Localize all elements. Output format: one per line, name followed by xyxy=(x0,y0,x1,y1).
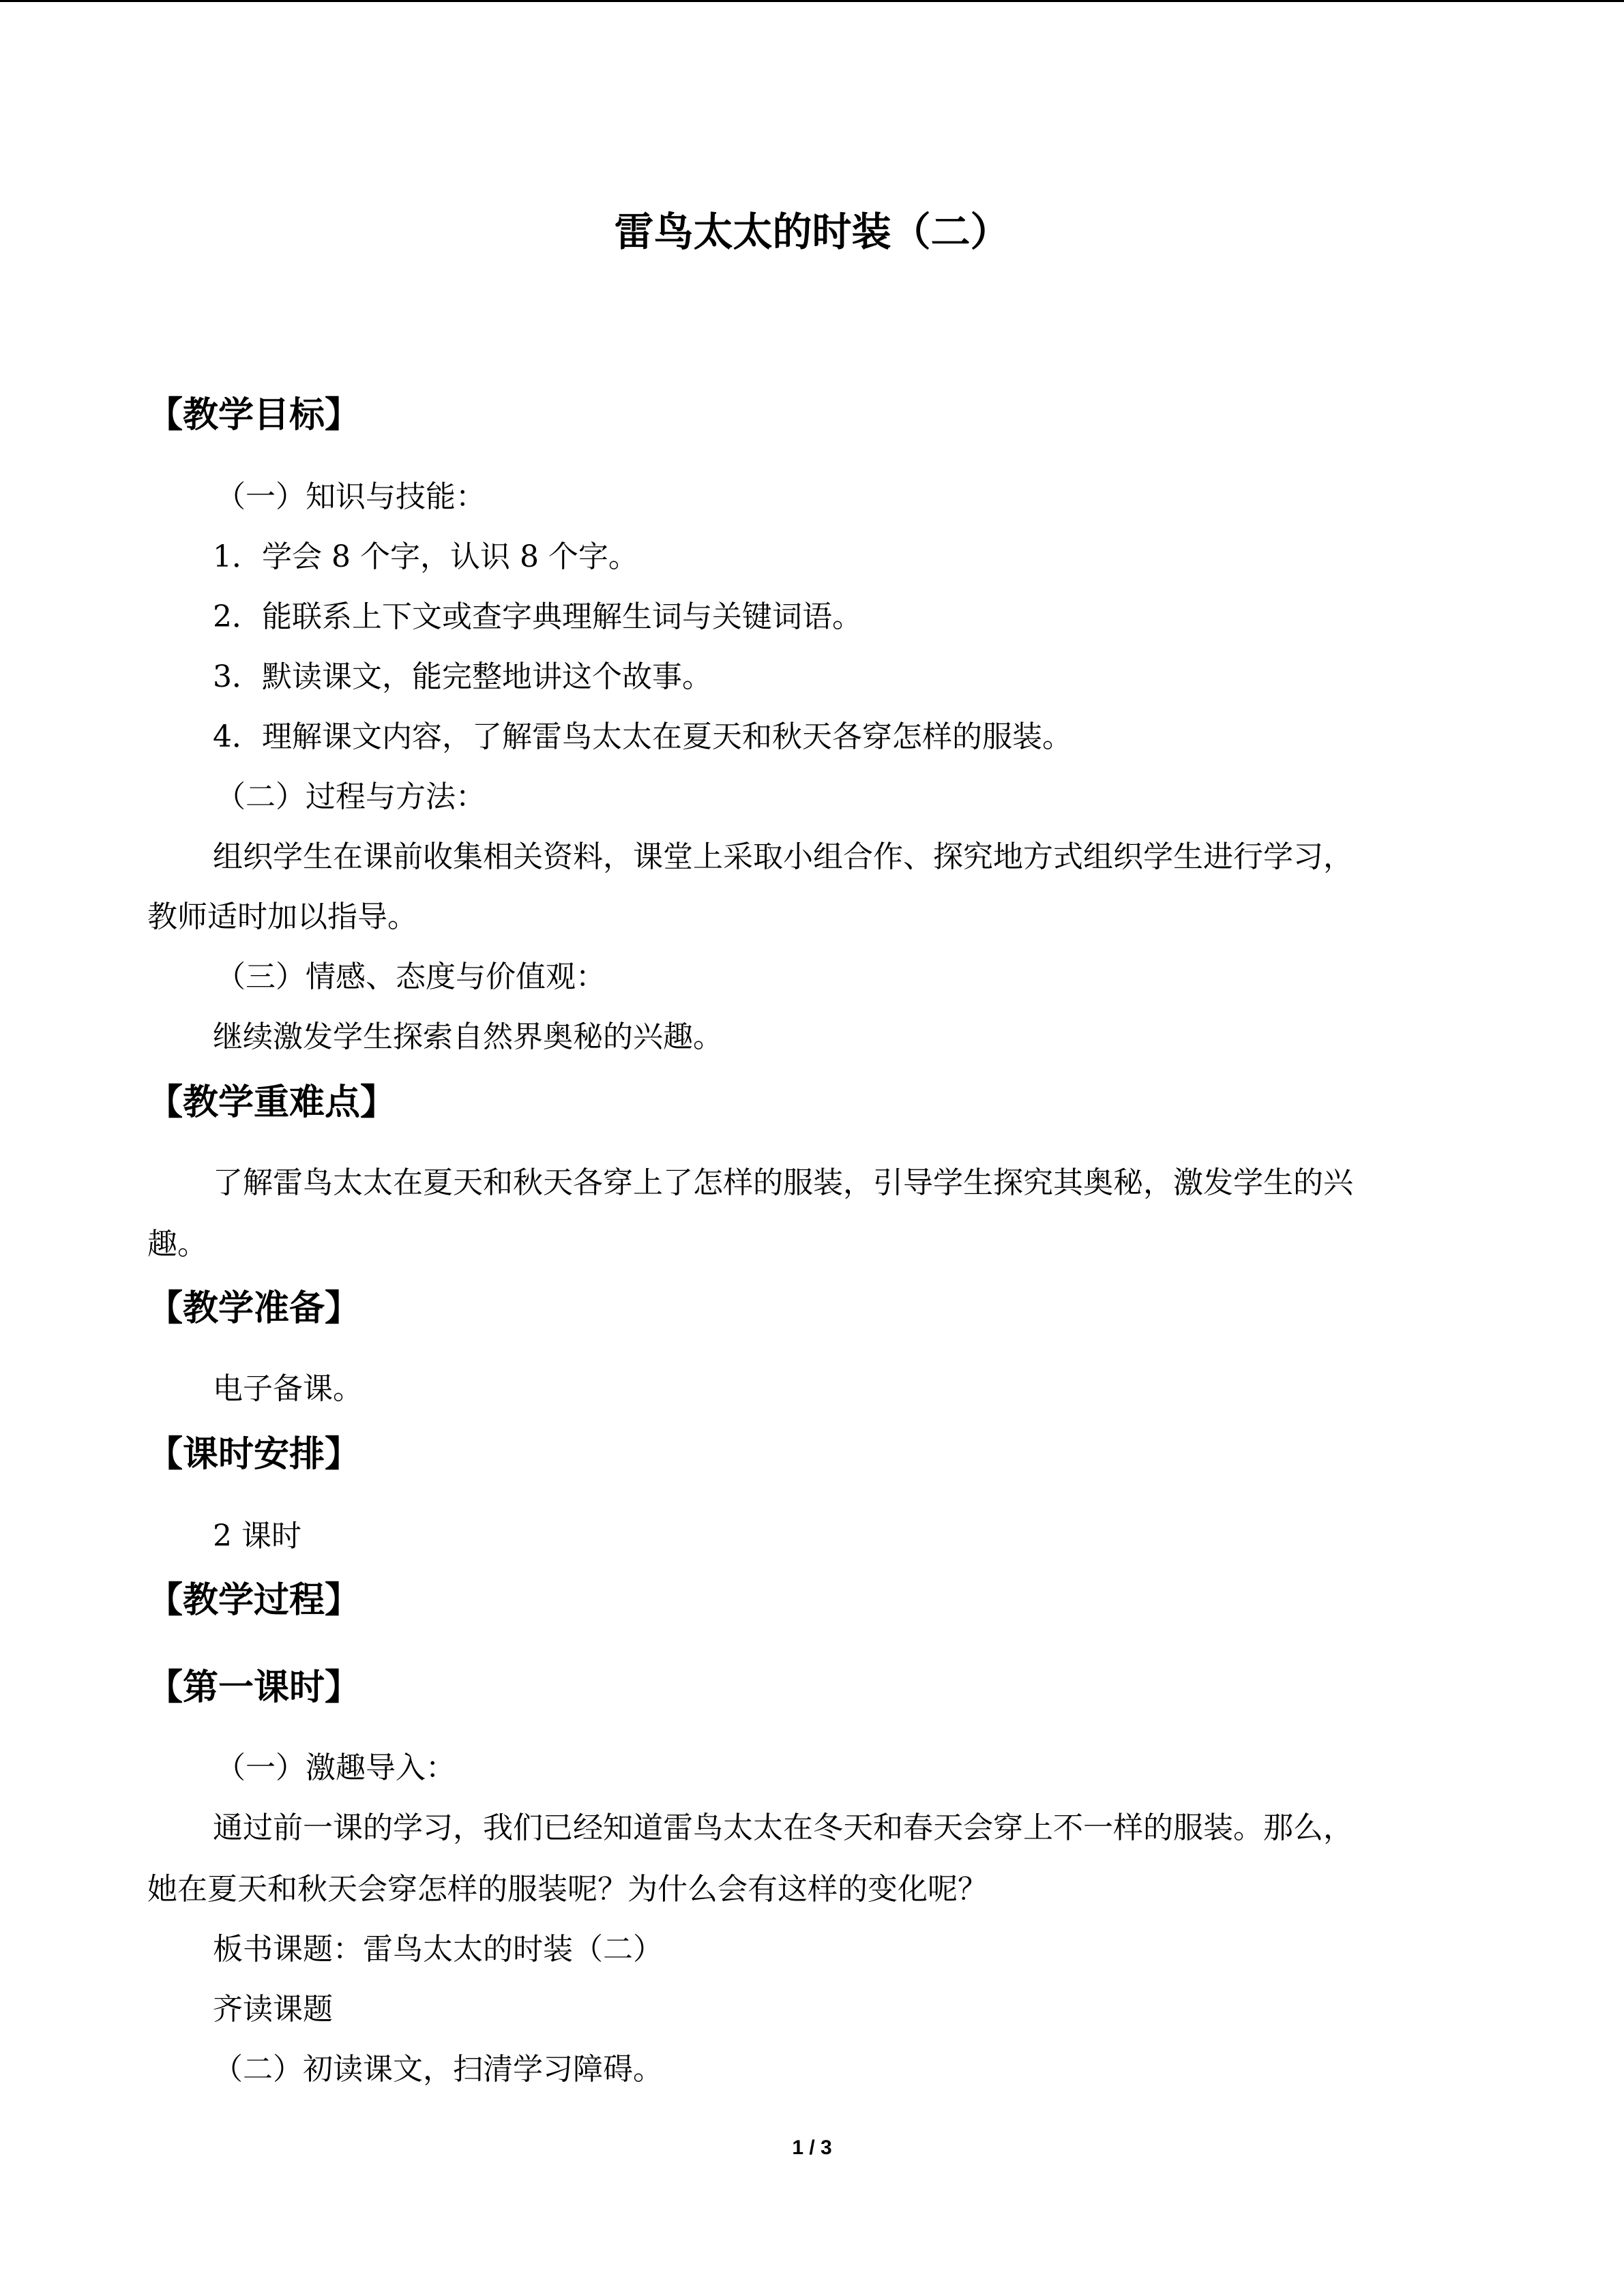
document-title: 雷鸟太太的时装（二） xyxy=(614,209,1010,255)
goals-heading: 【教学目标】 xyxy=(147,394,361,436)
lesson1-step1-line1: 通过前一课的学习，我们已经知道雷鸟太太在冬天和春天会穿上不一样的服装。那么， xyxy=(213,1810,1353,1845)
key-points-line2: 趣。 xyxy=(147,1227,207,1262)
key-points-line1: 了解雷鸟太太在夏天和秋天各穿上了怎样的服装，引导学生探究其奥秘，激发学生的兴 xyxy=(213,1165,1353,1200)
key-points-heading: 【教学重难点】 xyxy=(147,1082,396,1123)
goals-item-1: 1．学会 8 个字，认识 8 个字。 xyxy=(213,539,638,574)
goals-item-4: 4．理解课文内容，了解雷鸟太太在夏天和秋天各穿怎样的服装。 xyxy=(213,719,1072,754)
goals-part3-label: （三）情感、态度与价值观： xyxy=(216,959,606,994)
lesson1-step1-label: （一）激趣导入： xyxy=(216,1750,456,1785)
goals-part2-line1: 组织学生在课前收集相关资料，课堂上采取小组合作、探究地方式组织学生进行学习， xyxy=(213,839,1353,874)
goals-part3-text: 继续激发学生探索自然界奥秘的兴趣。 xyxy=(213,1019,723,1054)
goals-item-2: 2．能联系上下文或查字典理解生词与关键词语。 xyxy=(213,599,862,634)
preparation-heading: 【教学准备】 xyxy=(147,1287,361,1329)
process-heading: 【教学过程】 xyxy=(147,1579,361,1621)
goals-part2-label: （二）过程与方法： xyxy=(216,779,486,814)
goals-item-3: 3．默读课文，能完整地讲这个故事。 xyxy=(213,659,712,694)
goals-part2-line2: 教师适时加以指导。 xyxy=(147,899,417,934)
lesson1-heading: 【第一课时】 xyxy=(147,1667,361,1708)
goals-part1-label: （一）知识与技能： xyxy=(216,479,486,514)
page-number: 1 / 3 xyxy=(792,2136,832,2159)
lesson1-step1-line2: 她在夏天和秋天会穿怎样的服装呢？为什么会有这样的变化呢？ xyxy=(147,1872,988,1907)
lesson1-read-title: 齐读课题 xyxy=(213,1992,333,2027)
lesson1-board-title: 板书课题：雷鸟太太的时装（二） xyxy=(213,1932,663,1967)
lesson1-step2-label: （二）初读课文，扫清学习障碍。 xyxy=(213,2052,663,2087)
preparation-text: 电子备课。 xyxy=(213,1371,363,1406)
schedule-text: 2 课时 xyxy=(213,1519,301,1553)
schedule-heading: 【课时安排】 xyxy=(147,1433,361,1475)
